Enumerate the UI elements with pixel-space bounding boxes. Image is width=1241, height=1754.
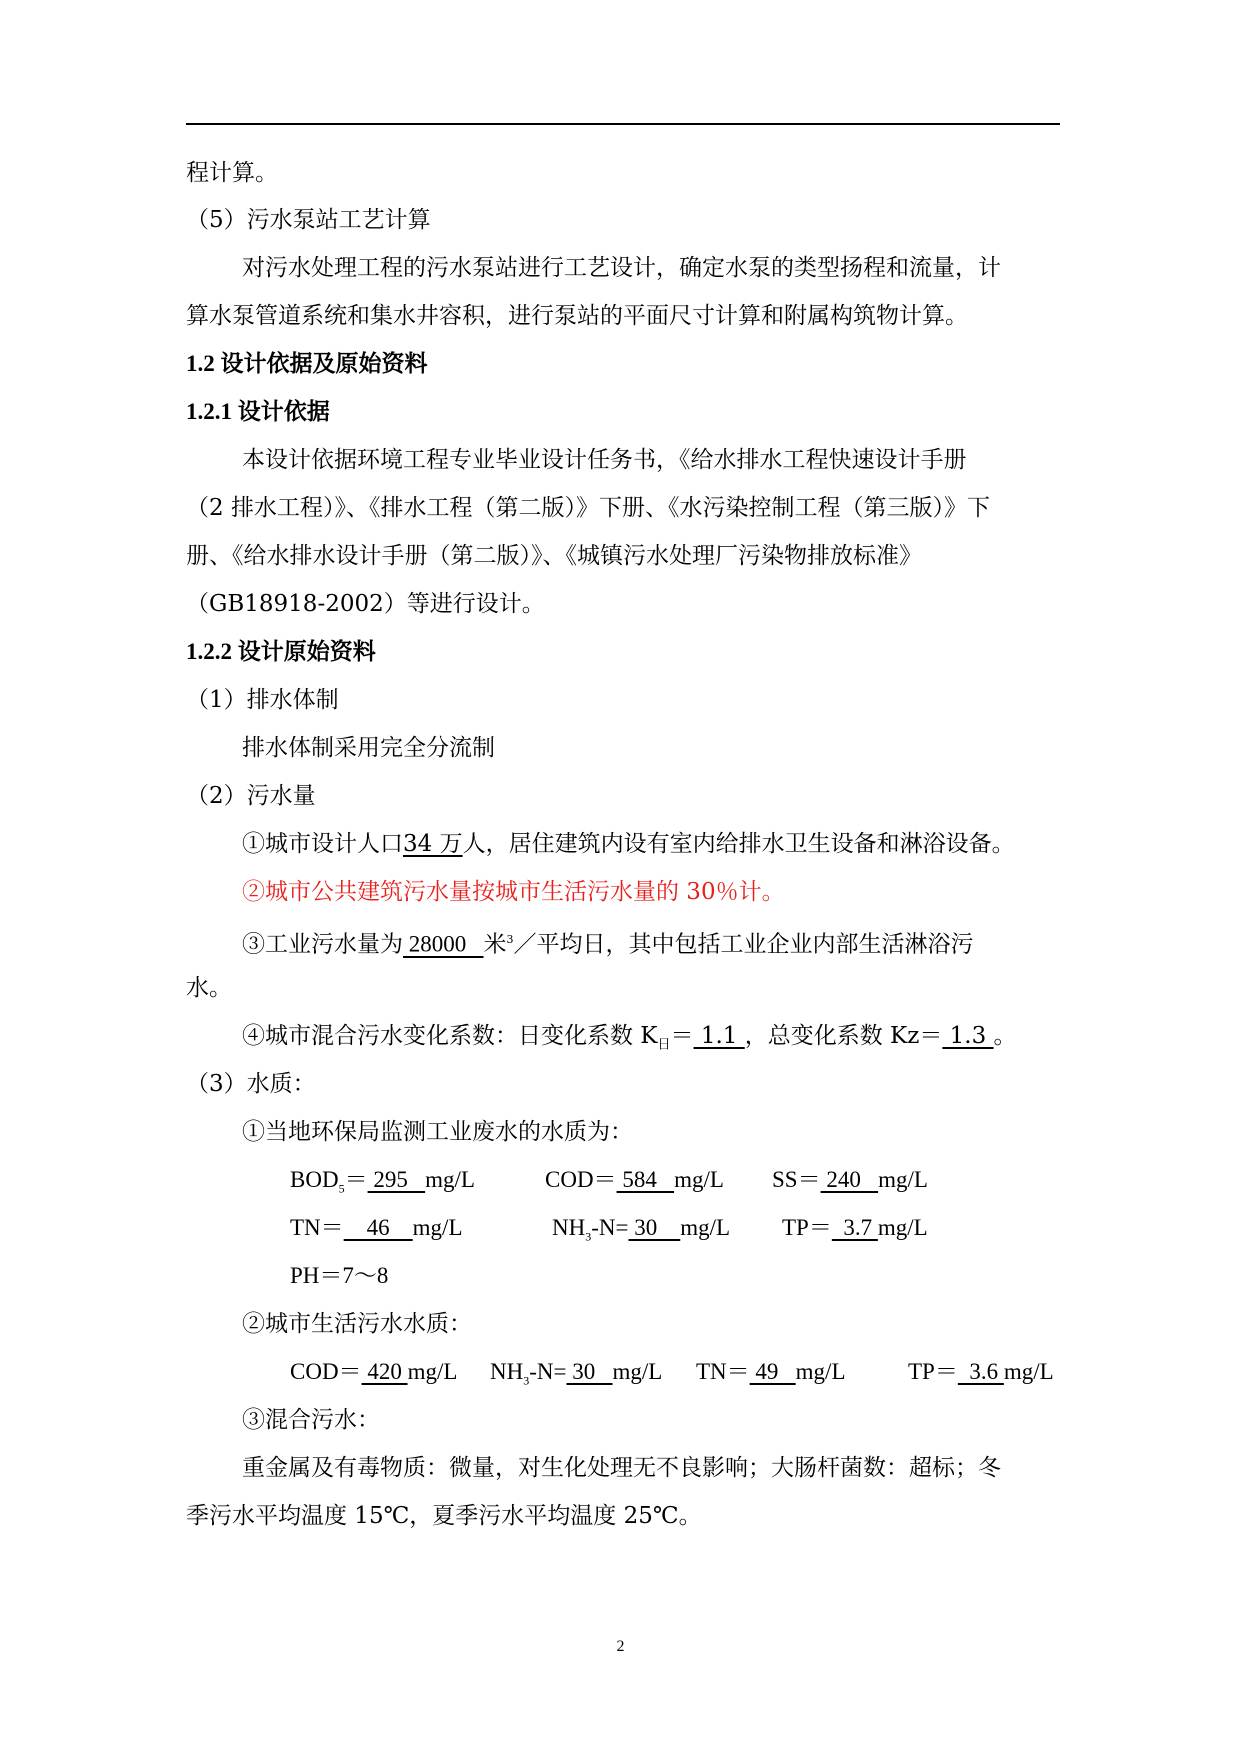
k-subscript: 日 [657, 1037, 671, 1053]
population-line [242, 829, 1015, 859]
quality-row-1 [290, 1165, 475, 1204]
item-1-title: （1）排水体制 [186, 687, 339, 713]
industrial-text-c: ／平均日，其中包括工业企业内部生活淋浴污 [513, 931, 974, 958]
nh3n-eq: -N= [591, 1215, 629, 1240]
mixed-sewage-line-1: 重金属及有毒物质：微量，对生化处理无不良影响；大肠杆菌数：超标；冬 [242, 1455, 1001, 1481]
ss-field [772, 1165, 928, 1195]
variation-coefficient-line [242, 1021, 1017, 1061]
cod-field [545, 1165, 724, 1195]
bod-unit: mg/L [425, 1167, 475, 1192]
nh3n-value: 30 [628, 1215, 681, 1240]
industrial-text-a: ③工业污水量为 [242, 931, 403, 958]
industrial-value: 28000 [403, 931, 484, 957]
industrial-continuation: 水。 [186, 975, 232, 1001]
item-3-title: （3）水质： [186, 1071, 316, 1097]
water-quality-3-title: ③混合污水： [242, 1407, 380, 1433]
basis-line-3: 册、《给水排水设计手册（第二版）》、《城镇污水处理厂污染物排放标准》 [186, 543, 922, 569]
nh3n-unit: mg/L [680, 1215, 731, 1240]
section-5-title: （5）污水泵站工艺计算 [186, 207, 431, 233]
k-text-a: ④城市混合污水变化系数：日变化系数 K [242, 1023, 658, 1049]
domestic-tn-label: TN＝ [696, 1359, 750, 1384]
cod-value: 584 [616, 1167, 675, 1192]
domestic-nh3n-value: 30 [566, 1359, 613, 1384]
ss-value: 240 [820, 1167, 879, 1192]
nh3n-field [552, 1213, 730, 1252]
domestic-cod-label: COD＝ [290, 1359, 362, 1384]
section-5-para-line-1: 对污水处理工程的污水泵站进行工艺设计，确定水泵的类型扬程和流量，计 [242, 255, 1001, 281]
k-text-d: 。 [993, 1023, 1017, 1049]
ph-range: PH＝7～8 [290, 1263, 389, 1288]
domestic-tp-value: 3.6 [957, 1359, 1004, 1384]
continuation-text: 程计算。 [186, 160, 278, 186]
bod-eq: ＝ [344, 1167, 368, 1192]
domestic-tn-unit: mg/L [795, 1359, 846, 1384]
population-text-b: 人，居住建筑内设有室内给排水卫生设备和淋浴设备。 [462, 831, 1015, 857]
section-5-para-line-2: 算水泵管道系统和集水井容积，进行泵站的平面尺寸计算和附属构筑物计算。 [186, 303, 968, 329]
domestic-nh3n-label: NH [490, 1359, 524, 1384]
tn-unit: mg/L [412, 1215, 463, 1240]
domestic-nh3n-field [490, 1357, 662, 1396]
industrial-line [242, 925, 974, 960]
cod-label: COD＝ [545, 1167, 617, 1192]
domestic-cod-value: 420 [361, 1359, 408, 1384]
kz-value: 1.3 [942, 1023, 994, 1049]
domestic-nh3n-unit: mg/L [612, 1359, 663, 1384]
water-quality-2-title: ②城市生活污水水质： [242, 1311, 472, 1337]
tp-value: 3.7 [831, 1215, 878, 1240]
k-text-c: ，总变化系数 Kz＝ [744, 1023, 943, 1049]
industrial-unit: 米 [483, 931, 507, 958]
domestic-tn-field [696, 1357, 846, 1387]
mixed-sewage-line-2: 季污水平均温度 15℃，夏季污水平均温度 25℃。 [186, 1503, 702, 1529]
basis-line-1: 本设计依据环境工程专业毕业设计任务书，《给水排水工程快速设计手册 [242, 447, 967, 473]
domestic-nh3n-subscript: 3 [523, 1373, 530, 1388]
ss-label: SS＝ [772, 1167, 821, 1192]
heading-1-2-2: 1.2.2 设计原始资料 [186, 639, 376, 664]
ss-unit: mg/L [878, 1167, 928, 1192]
nh3n-label: NH [552, 1215, 586, 1240]
population-text-a: ①城市设计人口 [242, 831, 403, 857]
tn-value: 46 [343, 1215, 413, 1240]
industrial-unit-exponent: 3 [506, 933, 514, 946]
tn-field [290, 1213, 463, 1243]
basis-line-2: （2 排水工程）》、《排水工程（第二版）》下册、《水污染控制工程（第三版）》下 [186, 495, 990, 521]
public-sewage-line: ②城市公共建筑污水量按城市生活污水量的 30％计。 [242, 879, 785, 905]
tp-field [782, 1213, 928, 1243]
basis-line-4: （GB18918-2002）等进行设计。 [186, 591, 545, 617]
domestic-tn-value: 49 [749, 1359, 796, 1384]
domestic-nh3n-eq: -N= [529, 1359, 567, 1384]
water-quality-1-title: ①当地环保局监测工业废水的水质为： [242, 1119, 633, 1145]
domestic-tp-field [908, 1357, 1054, 1387]
tp-label: TP＝ [782, 1215, 832, 1240]
bod-value: 295 [367, 1167, 426, 1192]
heading-1-2-1: 1.2.1 设计依据 [186, 399, 330, 424]
tn-label: TN＝ [290, 1215, 344, 1240]
domestic-cod-field [290, 1357, 457, 1387]
nh3n-subscript: 3 [585, 1229, 592, 1244]
bod-label: BOD [290, 1167, 339, 1192]
page-number: 2 [616, 1638, 625, 1655]
header-rule [186, 123, 1060, 125]
heading-1-2: 1.2 设计依据及原始资料 [186, 351, 428, 376]
domestic-cod-unit: mg/L [407, 1359, 458, 1384]
item-1-body: 排水体制采用完全分流制 [242, 735, 495, 761]
bod-subscript: 5 [338, 1181, 345, 1196]
k-value: 1.1 [693, 1023, 745, 1049]
population-value: 34 万 [403, 831, 463, 857]
domestic-tp-unit: mg/L [1003, 1359, 1054, 1384]
k-text-b: ＝ [670, 1023, 694, 1049]
item-2-title: （2）污水量 [186, 783, 316, 809]
cod-unit: mg/L [674, 1167, 724, 1192]
domestic-tp-label: TP＝ [908, 1359, 958, 1384]
tp-unit: mg/L [877, 1215, 928, 1240]
